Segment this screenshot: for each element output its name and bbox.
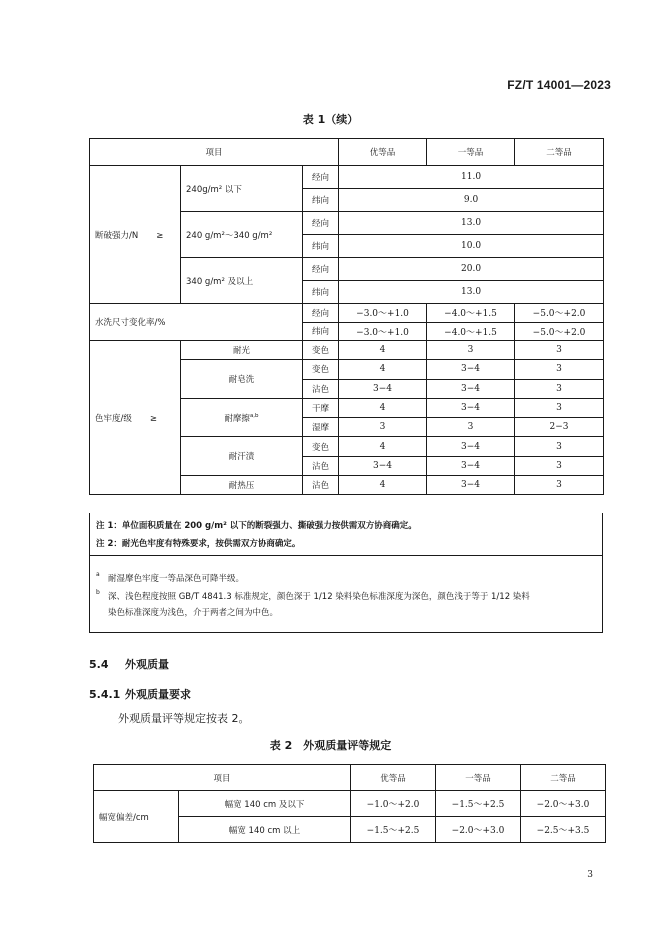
table1-notes bbox=[89, 513, 603, 633]
grade-value: 3−4 bbox=[427, 379, 515, 398]
dimension-value: −3.0～+1.0 bbox=[339, 322, 427, 341]
table1-header-first: 一等品 bbox=[427, 139, 515, 166]
mass-range-2: 240 g/m²～340 g/m² bbox=[181, 212, 303, 258]
section-5-4-1-body: 外观质量评等规定按表 2。 bbox=[118, 712, 250, 725]
width-value: −2.0～+3.0 bbox=[436, 817, 521, 843]
dimension-value: −5.0～+2.0 bbox=[515, 304, 604, 323]
grade-value: 3−4 bbox=[427, 360, 515, 379]
table1-header-superior: 优等品 bbox=[339, 139, 427, 166]
direction-label: 纬向 bbox=[303, 322, 339, 341]
grade-value: 4 bbox=[339, 437, 427, 456]
strength-value: 11.0 bbox=[339, 166, 604, 189]
table2-caption: 表 2 外观质量评等规定 bbox=[269, 739, 392, 752]
mass-range-3: 340 g/m² 及以上 bbox=[181, 258, 303, 304]
dimension-value: −3.0～+1.0 bbox=[339, 304, 427, 323]
sub-label: 变色 bbox=[303, 437, 339, 456]
dimension-value: −5.0～+2.0 bbox=[515, 322, 604, 341]
width-value: −1.5～+2.5 bbox=[351, 817, 436, 843]
grade-value: 3 bbox=[515, 456, 604, 475]
grade-value: 3−4 bbox=[427, 398, 515, 417]
sub-label: 沾色 bbox=[303, 476, 339, 495]
table1-header-row bbox=[90, 139, 604, 166]
grade-value: 3−4 bbox=[427, 476, 515, 495]
direction-label: 纬向 bbox=[303, 281, 339, 304]
table2 bbox=[93, 764, 606, 843]
fastness-soap: 耐皂洗 bbox=[181, 360, 303, 399]
grade-value: 3 bbox=[515, 341, 604, 360]
width-value: −1.0～+2.0 bbox=[351, 791, 436, 817]
fastness-hot-press: 耐热压 bbox=[181, 476, 303, 495]
table1 bbox=[89, 138, 604, 495]
dimension-value: −4.0～+1.5 bbox=[427, 322, 515, 341]
standard-number: FZ/T 14001—2023 bbox=[507, 78, 611, 92]
direction-label: 纬向 bbox=[303, 235, 339, 258]
grade-value: 2−3 bbox=[515, 418, 604, 437]
note-1: 注 1：单位面积质量在 200 g/m² 以下的断裂强力、撕破强力按供需双方协商确定。 bbox=[96, 521, 417, 531]
table2-header-superior: 优等品 bbox=[351, 765, 436, 791]
grade-value: 3 bbox=[427, 341, 515, 360]
direction-label: 纬向 bbox=[303, 189, 339, 212]
strength-value: 9.0 bbox=[339, 189, 604, 212]
grade-value: 3−4 bbox=[339, 379, 427, 398]
fastness-sweat: 耐汗渍 bbox=[181, 437, 303, 476]
dimension-value: −4.0～+1.5 bbox=[427, 304, 515, 323]
table2-header-first: 一等品 bbox=[436, 765, 521, 791]
grade-value: 3−4 bbox=[339, 456, 427, 475]
grade-value: 3 bbox=[515, 437, 604, 456]
width-value: −2.5～+3.5 bbox=[521, 817, 606, 843]
strength-value: 13.0 bbox=[339, 281, 604, 304]
direction-label: 经向 bbox=[303, 166, 339, 189]
sub-label: 沾色 bbox=[303, 456, 339, 475]
width-deviation-label: 幅宽偏差/cm bbox=[94, 791, 179, 843]
width-value: −1.5～+2.5 bbox=[436, 791, 521, 817]
direction-label: 经向 bbox=[303, 258, 339, 281]
table1-header-second: 二等品 bbox=[515, 139, 604, 166]
width-row-label: 幅宽 140 cm 以上 bbox=[179, 817, 351, 843]
mass-range-1: 240g/m² 以下 bbox=[181, 166, 303, 212]
sub-label: 变色 bbox=[303, 360, 339, 379]
footnote-b: b 深、浅色程度按照 GB/T 4841.3 标准规定，颜色深于 1/12 染料染色标准深度为深色，颜色浅于等于 1/12 染料 染色标准深度为浅色，介于两者之间为中色。 bbox=[96, 589, 530, 618]
table2-header-second: 二等品 bbox=[521, 765, 606, 791]
direction-label: 经向 bbox=[303, 212, 339, 235]
width-row-label: 幅宽 140 cm 及以下 bbox=[179, 791, 351, 817]
sub-label: 沾色 bbox=[303, 379, 339, 398]
grade-value: 3 bbox=[427, 418, 515, 437]
sub-label: 变色 bbox=[303, 341, 339, 360]
sub-label: 干摩 bbox=[303, 398, 339, 417]
breaking-strength-label: 断破强力/N ≥ bbox=[90, 166, 181, 304]
grade-value: 3−4 bbox=[427, 437, 515, 456]
grade-value: 4 bbox=[339, 476, 427, 495]
color-fastness-label: 色牢度/级 ≥ bbox=[90, 341, 181, 495]
notes-divider bbox=[90, 555, 602, 556]
fastness-light: 耐光 bbox=[181, 341, 303, 360]
grade-value: 3−4 bbox=[427, 456, 515, 475]
table-row bbox=[94, 791, 606, 817]
grade-value: 4 bbox=[339, 398, 427, 417]
table-row bbox=[90, 304, 604, 323]
strength-value: 20.0 bbox=[339, 258, 604, 281]
strength-value: 13.0 bbox=[339, 212, 604, 235]
fastness-rubbing: 耐摩擦$^{a,b}$ bbox=[181, 398, 303, 437]
table1-header-item: 项目 bbox=[90, 139, 339, 166]
table-row bbox=[90, 341, 604, 360]
table-row bbox=[90, 166, 604, 189]
page-number: 3 bbox=[587, 870, 593, 880]
section-5-4-heading: 5.4 外观质量 bbox=[89, 658, 169, 671]
grade-value: 3 bbox=[515, 398, 604, 417]
grade-value: 3 bbox=[515, 360, 604, 379]
table1-caption: 表 1（续） bbox=[302, 113, 359, 126]
dimension-change-label: 水洗尺寸变化率/% bbox=[90, 304, 303, 341]
grade-value: 3 bbox=[515, 476, 604, 495]
section-5-4-1-heading: 5.4.1 外观质量要求 bbox=[89, 688, 191, 701]
strength-value: 10.0 bbox=[339, 235, 604, 258]
direction-label: 经向 bbox=[303, 304, 339, 323]
width-value: −2.0～+3.0 bbox=[521, 791, 606, 817]
note-2: 注 2：耐光色牢度有特殊要求，按供需双方协商确定。 bbox=[96, 539, 301, 549]
grade-value: 4 bbox=[339, 341, 427, 360]
footnote-a: a 耐湿摩色牢度一等品深色可降半级。 bbox=[96, 571, 245, 584]
table2-header-row bbox=[94, 765, 606, 791]
grade-value: 3 bbox=[339, 418, 427, 437]
grade-value: 3 bbox=[515, 379, 604, 398]
grade-value: 4 bbox=[339, 360, 427, 379]
sub-label: 湿摩 bbox=[303, 418, 339, 437]
table2-header-item: 项目 bbox=[94, 765, 351, 791]
